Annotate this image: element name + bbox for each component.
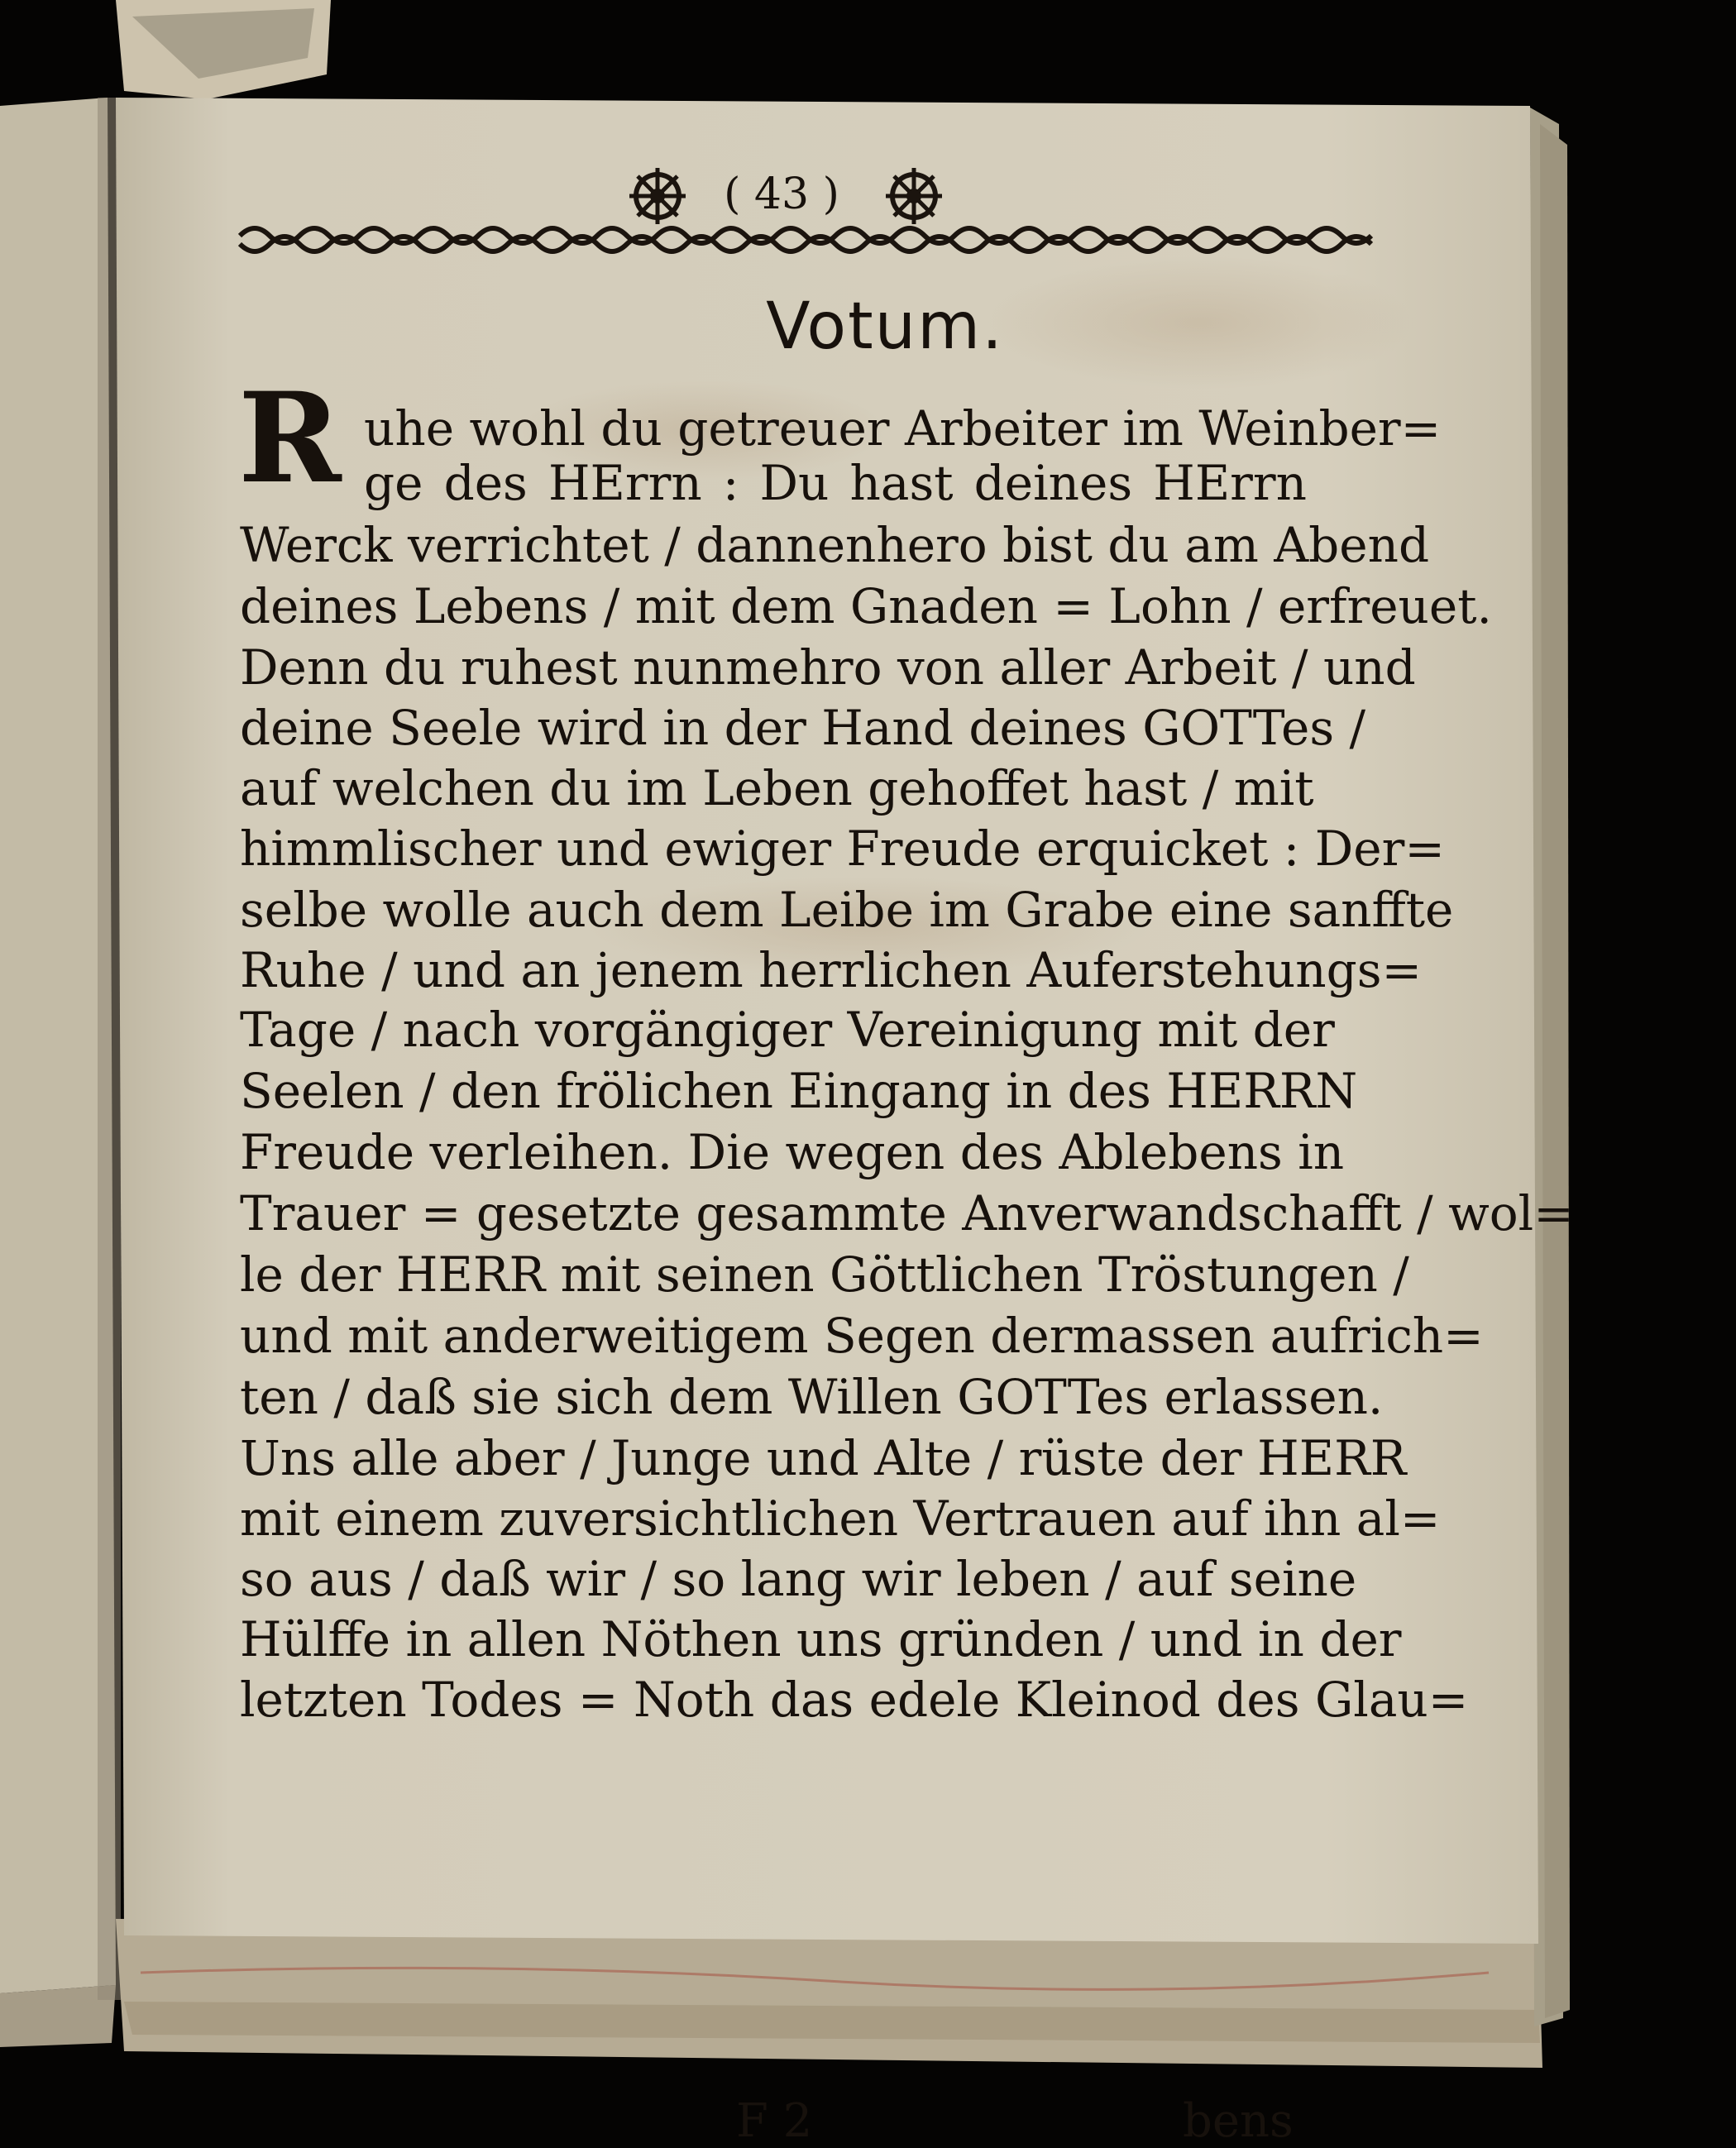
text-line: Seelen / den frölichen Eingang in des HERRN [240,1063,1358,1119]
text-line: auf welchen du im Leben gehoffet hast / mit [240,760,1314,816]
text-line: ten / daß sie sich dem Willen GOTTes erlassen. [240,1369,1384,1425]
drop-cap: R [238,366,342,511]
text-line: uhe wohl du getreuer Arbeiter im Weinber= [364,400,1442,457]
text-line: so aus / daß wir / so lang wir leben / auf seine [240,1551,1357,1607]
text-line: selbe wolle auch dem Leibe im Grabe eine sanffte [240,882,1454,938]
text-line: letzten Todes = Noth das edele Kleinod des Glau= [240,1672,1469,1728]
catchword: bens [1183,2094,1294,2148]
text-line: Hülffe in allen Nöthen uns gründen / und in der [240,1611,1402,1667]
text-line: le der HERR mit seinen Göttlichen Tröstungen / [240,1246,1409,1303]
text-line: deine Seele wird in der Hand deines GOTTes / [240,700,1366,756]
page-number: ( 43 ) [724,170,839,219]
signature-mark: F 2 [736,2094,813,2148]
text-line: mit einem zuversichtlichen Vertrauen auf ihn al= [240,1490,1441,1547]
text-line: ge des HErrn : Du hast deines HErrn [364,455,1307,511]
text-line: Werck verrichtet / dannenhero bist du am Abend [240,517,1430,573]
text-line: deines Lebens / mit dem Gnaden = Lohn / erfreuet. [240,578,1492,634]
text-line: Tage / nach vorgängiger Vereinigung mit der [240,1002,1335,1058]
text-line: und mit anderweitigem Segen dermassen aufrich= [240,1308,1484,1364]
text-line: Trauer = gesetzte gesammte Anverwandschafft / wol= [240,1185,1574,1241]
text-line: Ruhe / und an jenem herrlichen Auferstehungs= [240,942,1423,998]
text-line: Uns alle aber / Junge und Alte / rüste der HERR [240,1430,1407,1486]
page-title: Votum. [766,289,1004,364]
text-line: Denn du ruhest nunmehro von aller Arbeit / und [240,639,1416,696]
text-line: himmlischer und ewiger Freude erquicket : Der= [240,820,1445,877]
text-line: Freude verleihen. Die wegen des Ablebens in [240,1124,1345,1180]
